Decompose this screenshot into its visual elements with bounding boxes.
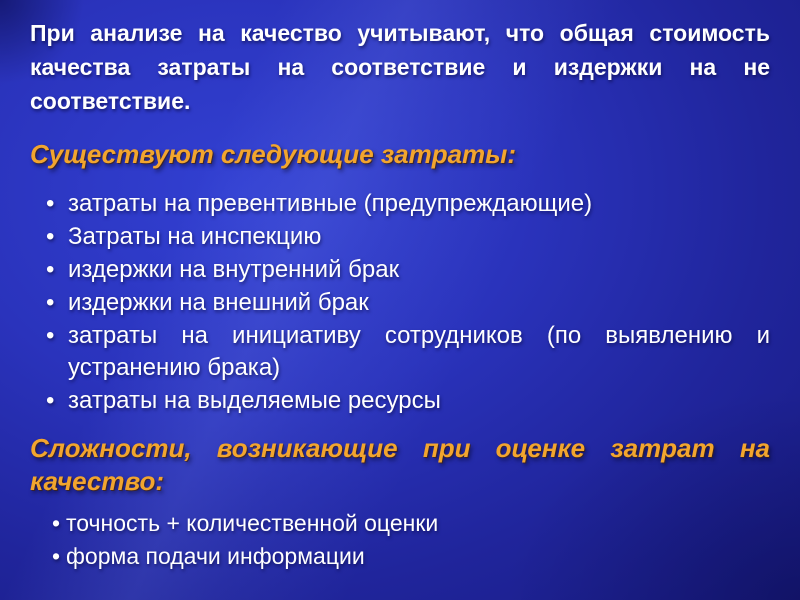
list-item: [46, 287, 770, 319]
list-item-text: точность + количественной оценки: [66, 510, 439, 536]
list-item-text: затраты на превентивные (предупреждающие): [68, 190, 593, 217]
section2-heading: Сложности, возникающие при оценке затрат на качество:: [30, 433, 770, 496]
bullet-marker: •: [46, 322, 55, 349]
bullet-marker: •: [52, 543, 61, 569]
list-item: [46, 221, 770, 253]
bullet-marker: •: [46, 190, 55, 217]
list-item: [52, 507, 770, 540]
list-item: [46, 385, 770, 417]
list-item-text: затраты на выделяемые ресурсы: [68, 387, 441, 414]
bullet-marker: •: [46, 223, 55, 250]
list-item-text: Затраты на инспекцию: [68, 223, 322, 250]
section1-heading: Существуют следующие затраты:: [30, 139, 517, 169]
list-item: [46, 320, 770, 384]
list-item-text: форма подачи информации: [66, 543, 365, 569]
cost-types-list: [30, 188, 770, 417]
bullet-marker: •: [46, 289, 55, 316]
list-item-text: затраты на инициативу сотрудников (по выявлению и устранению брака): [68, 322, 770, 381]
bullet-marker: •: [46, 256, 55, 283]
list-item: [52, 540, 770, 573]
list-item-text: издержки на внутренний брак: [68, 256, 400, 283]
list-item-text: издержки на внешний брак: [68, 289, 369, 316]
list-item: [46, 188, 770, 220]
list-item: [46, 254, 770, 286]
bullet-marker: •: [52, 510, 61, 536]
difficulties-list: [30, 507, 770, 573]
intro-paragraph: При анализе на качество учитывают, что общая стоимость качества затраты на соответствие и издержки на не соответствие.: [30, 20, 770, 114]
bullet-marker: •: [46, 387, 55, 414]
